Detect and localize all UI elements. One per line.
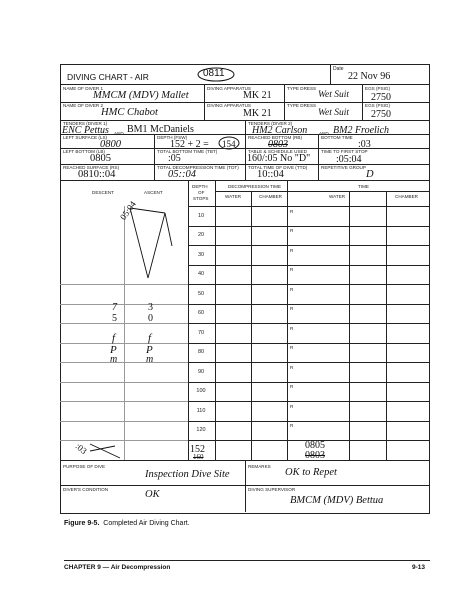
max-depth-value: 154 [222,139,236,149]
reached-bottom-value: 0803 [268,139,288,150]
depth-stop-60: 60 [197,310,205,316]
date-label: Date [333,66,344,72]
tdt-label: TOTAL DECOMPRESSION TIME (TDT) [157,165,239,170]
depth-header-3: STOPS [193,196,209,201]
depth-stop-20: 20 [197,232,205,238]
table-label: TABLE & SCHEDULE USED [248,149,307,154]
and1: AND [114,131,124,136]
row-marker: R [290,286,294,292]
apparatus1-value: MK 21 [243,90,272,101]
ttd-label: TOTAL TIME OF DIVE (TTD) [248,165,308,170]
row-marker: R [290,267,294,272]
dress1-label: TYPE DRESS [287,86,317,91]
bottom-depth: 152 [190,444,205,455]
time-header: TIME [358,184,369,189]
tbt-label: TOTAL BOTTOM TIME (TBT) [157,149,218,154]
depth-row-line [188,265,430,266]
dress2-label: TYPE DRESS [287,103,317,108]
ascent-time: 05:04 [118,199,138,222]
page-number: 9-13 [412,564,426,571]
tfs-value: :05:04 [336,154,362,165]
depth-stop-80: 80 [197,349,205,355]
mark-60-left: 5 [112,313,117,324]
depth-row-line [188,245,430,246]
dress2-value: Wet Suit [318,108,350,118]
bottom-time-label: BOTTOM TIME [321,135,353,140]
depth-stop-70: 70 [197,329,205,336]
bottom-time-1: 0805 [305,440,325,451]
depth-stop-90: 90 [197,368,205,375]
purpose-label: PURPOSE OF DIVE [63,464,106,469]
mark-80b-right: m [146,354,154,365]
tender1-a: ENC Pettus [62,125,109,136]
water2-header: WATER [329,194,346,199]
descent-time: :03 [73,441,89,457]
condition-value: OK [145,489,160,500]
row-marker: R [290,325,294,331]
tbt-value: :05 [168,153,181,164]
reached-bottom-label: REACHED BOTTOM (RB) [248,135,303,140]
depth-row-line [188,323,430,324]
apparatus2-value: MK 21 [243,108,272,119]
depth-stop-100: 100 [196,388,206,394]
egs1-label: EGS (PSIG) [365,86,391,91]
tender2-a: HM2 Carlson [252,125,308,136]
depth-row-line [188,304,430,305]
caption-text: Completed Air Diving Chart. [103,520,190,527]
rg-value: D [366,169,374,180]
mark-50-left: 7 [112,302,117,313]
figure-caption [64,520,190,527]
condition-label: DIVER'S CONDITION [63,487,109,492]
egs1-value: 2750 [371,92,391,103]
diver2-name: HMC Chabot [101,107,158,118]
mark-70-right: f [148,332,152,344]
remarks-value: OK to Repet [285,467,337,478]
depth-stop-110: 110 [196,407,206,414]
descent-header: DESCENT [92,190,114,195]
mark-80-right: P [146,344,153,356]
apparatus1-label: DIVING APPARATUS [207,86,251,91]
diver2-label: NAME OF DIVER 2 [63,103,104,108]
row-marker: R [290,364,294,370]
row-marker: R [290,228,294,233]
depth-row-line [188,284,430,285]
chart-number: 0811 [203,68,225,79]
depth-value: 152 + 2 = [170,139,209,150]
mark-50-right: 3 [148,302,153,313]
mark-60-right: 0 [148,313,153,324]
left-bottom-label: LEFT BOTTOM (LB) [63,149,105,154]
left-surface-value: 0800 [100,139,121,150]
depth-row-line [188,362,430,363]
bottom-time-2: 0803 [305,450,325,461]
left-bottom-value: 0805 [90,153,111,164]
diver1-label: NAME OF DIVER 1 [63,86,104,91]
reached-surface-value: 0810::04 [78,169,116,180]
depth-label: DEPTH (FSW) [157,135,188,140]
and2: AND [319,131,329,136]
depth-row-line [188,382,430,383]
supervisor-value: BMCM (MDV) Bettua [290,495,384,506]
tdt-value: 05::04 [168,169,196,180]
apparatus2-label: DIVING APPARATUS [207,103,251,108]
row-marker: R [290,345,294,350]
rg-label: REPETITIVE GROUP [321,165,366,170]
depth-stop-10: 10 [197,212,205,219]
tender2-label: TENDERS (DIVER 2) [248,121,293,126]
water-header: WATER [225,194,242,199]
row-marker: R [290,384,294,389]
ascent-header: ASCENT [144,190,163,195]
chamber-header: CHAMBER [259,194,282,199]
page-footer-left: CHAPTER 9 — Air Decompression [64,564,171,571]
chart-title: DIVING CHART - AIR [67,72,149,82]
bottom-time-value: :03 [358,139,371,150]
ttd-value: 10::04 [257,169,284,180]
depth-row-line [188,401,430,402]
left-surface-label: LEFT SURFACE (LS) [63,135,108,140]
tender1-label: TENDERS (DIVER 1) [63,121,108,126]
purpose-value: Inspection Dive Site [145,469,230,480]
supervisor-label: DIVING SUPERVISOR [248,487,296,492]
tender1-b: BM1 McDaniels [127,124,194,135]
bottom-depth-struck: 160 [193,453,204,461]
mark-80-left: P [110,344,117,356]
depth-row-line [188,226,430,227]
egs2-value: 2750 [371,109,391,120]
depth-stop-50: 50 [197,290,205,297]
row-marker: R [290,208,294,214]
tfs-label: TIME TO FIRST STOP [321,149,368,154]
row-marker: R [290,423,294,428]
mark-70-left: f [112,332,116,344]
table-value: 160/:05 No "D" [247,153,311,164]
egs2-label: EGS (PSIG) [365,103,391,108]
tender2-b: BM2 Froelich [333,125,390,136]
decomp-header: DECOMPRESSION TIME [228,184,282,189]
depth-stop-40: 40 [197,271,205,277]
ascent-profile-lines [60,206,188,460]
row-marker: R [290,247,294,253]
row-marker: R [290,306,294,311]
date-value: 22 Nov 96 [348,71,391,82]
caption-bold: Figure 9-5. [64,520,100,527]
diver1-name: MMCM (MDV) Mallet [93,90,189,101]
reached-surface-label: REACHED SURFACE (RS) [63,165,120,170]
depth-header-1: DEPTH [192,184,208,189]
depth-stop-30: 30 [197,251,205,258]
dress1-value: Wet Suit [318,90,350,100]
depth-header-2: OF [198,190,205,195]
remarks-label: REMARKS [248,464,271,469]
depth-stop-120: 120 [196,427,206,433]
chamber2-header: CHAMBER [395,194,418,199]
depth-row-line [188,343,430,344]
depth-row-line [188,421,430,422]
mark-80b-left: m [110,354,118,365]
row-marker: R [290,403,294,409]
